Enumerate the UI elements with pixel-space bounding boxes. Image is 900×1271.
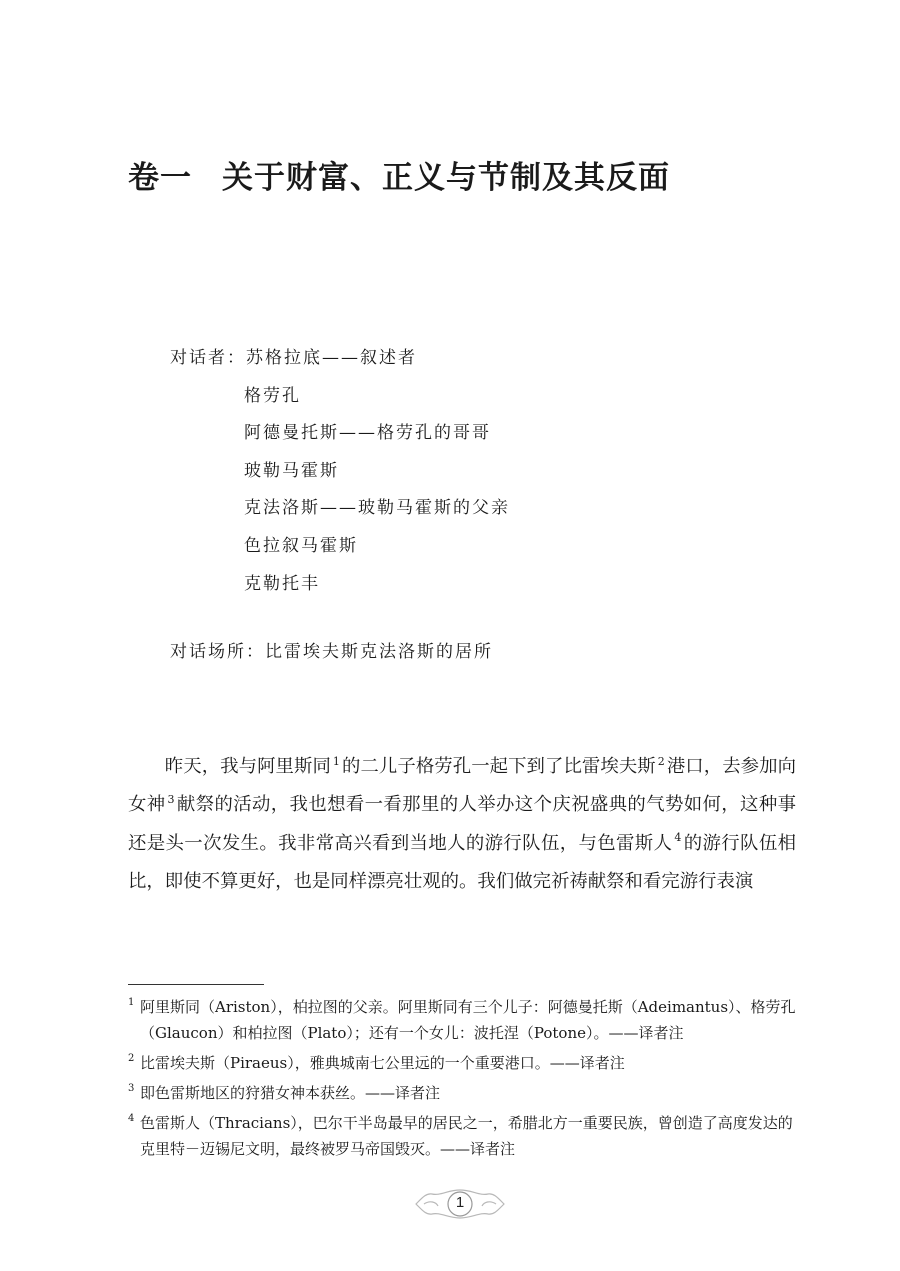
body-text-run: 昨天，我与阿里斯同 — [164, 756, 331, 777]
footnotes-list — [128, 994, 796, 1166]
speaker-name: 格劳孔 — [244, 385, 301, 406]
footnote-item — [128, 1050, 796, 1076]
body-text-run: 港口，去参加向女神 — [128, 756, 796, 816]
footnote-mark: 3 — [128, 1083, 135, 1094]
footnote-mark: 4 — [128, 1113, 135, 1124]
page-number: 1 — [455, 1194, 465, 1211]
speaker-row — [170, 415, 510, 453]
speaker-row — [170, 490, 510, 528]
speakers-label: 对话者： — [170, 348, 246, 368]
dialogue-setting — [170, 640, 493, 664]
footnote-item — [128, 1080, 796, 1106]
speaker-row — [170, 378, 510, 416]
chapter-number: 卷一 — [128, 160, 192, 196]
body-text-run: 的二儿子格劳孔一起下到了比雷埃夫斯 — [341, 756, 656, 777]
footnote-ref[interactable]: 4 — [674, 831, 682, 845]
body-paragraph — [128, 748, 796, 901]
speaker-name: 克法洛斯——玻勒马霍斯的父亲 — [244, 498, 510, 519]
speaker-row — [170, 528, 510, 566]
speaker-row — [170, 340, 510, 378]
speaker-name: 苏格拉底——叙述者 — [246, 348, 417, 368]
footnote-mark: 1 — [128, 997, 135, 1008]
footnote-item — [128, 1110, 796, 1162]
footnote-text: 阿里斯同（Ariston），柏拉图的父亲。阿里斯同有三个儿子：阿德曼托斯（Adeimantus）、格劳孔（Glaucon）和柏拉图（Plato）；还有一个女儿：波托涅（Potone）。——译者注 — [140, 998, 796, 1042]
speaker-row — [170, 453, 510, 491]
footnote-mark: 2 — [128, 1053, 135, 1064]
footnote-ref[interactable]: 3 — [167, 793, 175, 807]
speaker-name: 色拉叙马霍斯 — [244, 535, 358, 556]
chapter-title-text: 关于财富、正义与节制及其反面 — [222, 160, 670, 196]
speaker-name: 阿德曼托斯——格劳孔的哥哥 — [244, 423, 491, 444]
footnote-item — [128, 994, 796, 1046]
footnote-text: 色雷斯人（Thracians），巴尔干半岛最早的居民之一，希腊北方一重要民族，曾创造了高度发达的克里特－迈锡尼文明，最终被罗马帝国毁灭。——译者注 — [140, 1114, 793, 1158]
chapter-title — [128, 152, 670, 197]
footnote-ref[interactable]: 2 — [657, 754, 665, 768]
speaker-row — [170, 566, 510, 604]
setting-text: 比雷埃夫斯克法洛斯的居所 — [265, 642, 493, 662]
body-text-run: 的游行队伍相比，即使不算更好，也是同样漂亮壮观的。我们做完祈祷献祭和看完游行表演 — [128, 832, 796, 892]
speaker-name: 克勒托丰 — [244, 573, 320, 594]
footnote-ref[interactable]: 1 — [332, 754, 340, 768]
footnote-text: 即色雷斯地区的狩猎女神本获丝。——译者注 — [140, 1084, 441, 1102]
body-text-run: 献祭的活动，我也想看一看那里的人举办这个庆祝盛典的气势如何，这种事还是头一次发生。我非常高兴看到当地人的游行队伍，与色雷斯人 — [128, 794, 796, 854]
footnote-text: 比雷埃夫斯（Piraeus），雅典城南七公里远的一个重要港口。——译者注 — [140, 1054, 625, 1072]
speakers-list — [170, 340, 510, 603]
footnote-divider — [128, 984, 264, 985]
speaker-name: 玻勒马霍斯 — [244, 460, 339, 481]
setting-label: 对话场所： — [170, 642, 265, 662]
